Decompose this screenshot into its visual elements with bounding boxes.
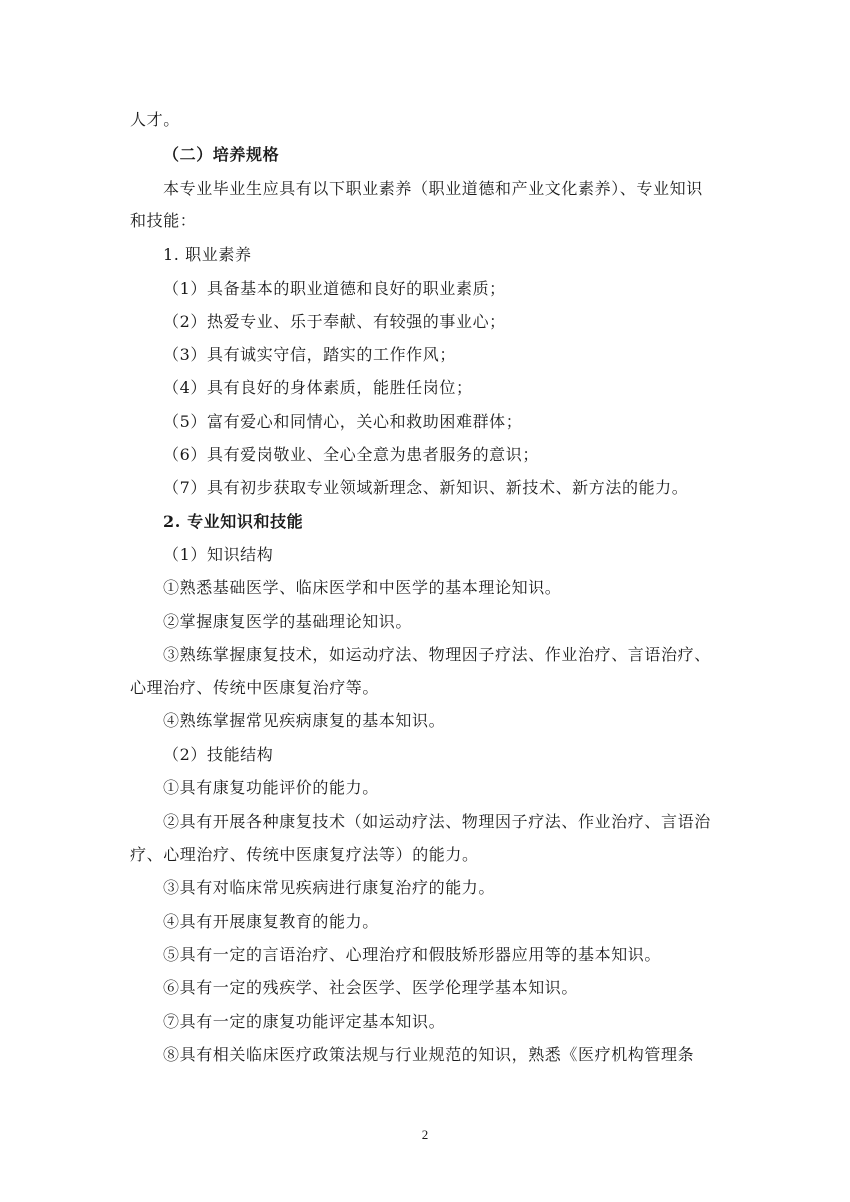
list-item: （6）具有爱岗敬业、全心全意为患者服务的意识； <box>163 445 539 464</box>
list-item: ①熟悉基础医学、临床医学和中医学的基本理论知识。 <box>163 578 562 597</box>
list-item: ⑤具有一定的言语治疗、心理治疗和假肢矫形器应用等的基本知识。 <box>163 945 662 964</box>
list-item-continuation: 疗、心理治疗、传统中医康复疗法等）的能力。 <box>130 845 479 864</box>
list-item: （3）具有诚实守信，踏实的工作作风； <box>163 345 456 364</box>
list-item: ②具有开展各种康复技术（如运动疗法、物理因子疗法、作业治疗、言语治 <box>163 812 711 831</box>
list-item: ②掌握康复医学的基础理论知识。 <box>163 612 413 631</box>
subsection-heading: 2. 专业知识和技能 <box>163 512 304 531</box>
list-item: ⑦具有一定的康复功能评定基本知识。 <box>163 1012 446 1031</box>
list-item: ④具有开展康复教育的能力。 <box>163 912 379 931</box>
list-item: （2）热爱专业、乐于奉献、有较强的事业心； <box>163 312 506 331</box>
list-item: ④熟练掌握常见疾病康复的基本知识。 <box>163 711 446 730</box>
list-item: ⑥具有一定的残疾学、社会医学、医学伦理学基本知识。 <box>163 978 579 997</box>
list-item: ③具有对临床常见疾病进行康复治疗的能力。 <box>163 878 496 897</box>
list-item: （1）具备基本的职业道德和良好的职业素质； <box>163 279 506 298</box>
list-item: ③熟练掌握康复技术，如运动疗法、物理因子疗法、作业治疗、言语治疗、 <box>163 645 711 664</box>
subsection-heading: （1）知识结构 <box>163 545 274 564</box>
list-item: （4）具有良好的身体素质，能胜任岗位； <box>163 378 473 397</box>
list-item: （5）富有爱心和同情心，关心和救助困难群体； <box>163 412 523 431</box>
list-item: ①具有康复功能评价的能力。 <box>163 778 379 797</box>
page-number: 2 <box>421 1127 429 1142</box>
subsection-heading: 1. 职业素养 <box>163 245 252 264</box>
paragraph-line: 和技能： <box>130 211 197 230</box>
text-line: 人才。 <box>130 110 180 129</box>
section-heading: （二）培养规格 <box>163 145 280 164</box>
list-item-continuation: 心理治疗、传统中医康复治疗等。 <box>130 678 380 697</box>
paragraph-line: 本专业毕业生应具有以下职业素养（职业道德和产业文化素养）、专业知识 <box>163 179 703 198</box>
list-item: ⑧具有相关临床医疗政策法规与行业规范的知识，熟悉《医疗机构管理条 <box>163 1045 695 1064</box>
subsection-heading: （2）技能结构 <box>163 745 274 764</box>
list-item: （7）具有初步获取专业领域新理念、新知识、新技术、新方法的能力。 <box>163 478 689 497</box>
